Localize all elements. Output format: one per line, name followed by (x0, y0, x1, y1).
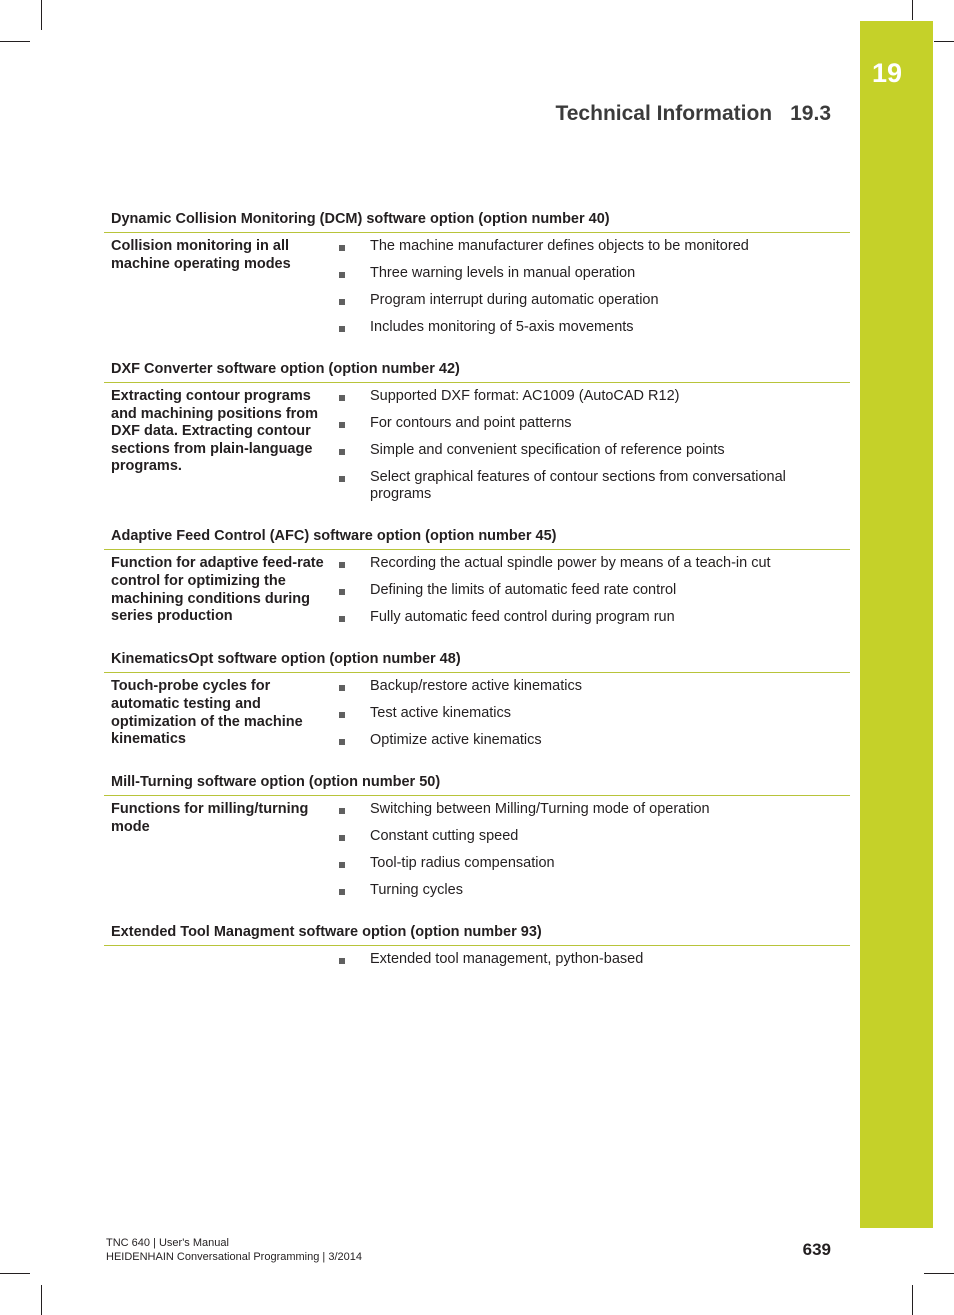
list-item (333, 236, 850, 256)
list-item-text: Recording the actual spindle power by means of a teach-in cut (370, 555, 771, 572)
section-title-name: Mill-Turning software option (111, 774, 305, 791)
list-item-text: Fully automatic feed control during program run (370, 609, 675, 626)
feature-label: Touch-probe cycles for automatic testing and optimization of the machine kinematics (111, 678, 303, 748)
list-item (333, 467, 850, 504)
section-title (104, 522, 850, 550)
square-bullet-icon (339, 476, 345, 482)
square-bullet-icon (339, 712, 345, 718)
square-bullet-icon (339, 862, 345, 868)
list-item (333, 799, 850, 819)
list-item-text: Program interrupt during automatic operation (370, 291, 659, 308)
list-item-text: Includes monitoring of 5-axis movements (370, 318, 634, 335)
feature-list (333, 676, 850, 757)
running-header (555, 102, 831, 126)
section-title-name: DXF Converter software option (111, 360, 325, 377)
list-item-text: Supported DXF format: AC1009 (AutoCAD R12) (370, 387, 680, 404)
chapter-tab (860, 21, 933, 1228)
square-bullet-icon (339, 245, 345, 251)
square-bullet-icon (339, 422, 345, 428)
list-item (333, 730, 850, 750)
list-item (333, 949, 850, 969)
list-item (333, 853, 850, 873)
feature-list (333, 799, 850, 907)
list-item-text: Tool-tip radius compensation (370, 855, 555, 872)
option-section (104, 355, 850, 523)
list-item-text: The machine manufacturer defines objects to be monitored (370, 238, 749, 254)
section-title-name: Extended Tool Managment software option (111, 924, 407, 941)
section-option-number: (option number 93) (410, 924, 542, 941)
list-item-text: For contours and point patterns (370, 414, 572, 431)
section-title (104, 918, 850, 946)
list-item (333, 826, 850, 846)
feature-list (333, 236, 850, 344)
square-bullet-icon (339, 958, 345, 964)
square-bullet-icon (339, 395, 345, 401)
list-item-text: Three warning levels in manual operation (370, 264, 636, 281)
section-row (104, 383, 850, 523)
list-item (333, 676, 850, 696)
list-item (333, 580, 850, 600)
list-item (333, 290, 850, 310)
square-bullet-icon (339, 299, 345, 305)
feature-label: Function for adaptive feed-rate control for optimizing the machining conditions during series production (111, 555, 324, 625)
list-item-text: Select graphical features of contour sections from conversational programs (370, 468, 786, 503)
list-item (333, 553, 850, 573)
crop-mark (0, 41, 30, 42)
section-row (104, 550, 850, 645)
square-bullet-icon (339, 889, 345, 895)
feature-label (104, 949, 333, 976)
list-item-text: Simple and convenient specification of reference points (370, 441, 725, 458)
section-title-name: Adaptive Feed Control (AFC) software option (111, 528, 422, 545)
list-item-text: Switching between Milling/Turning mode of operation (370, 801, 710, 818)
list-item (333, 386, 850, 406)
header-title: Technical Information (555, 102, 773, 125)
section-option-number: (option number 45) (425, 528, 557, 545)
square-bullet-icon (339, 808, 345, 814)
section-row (104, 946, 850, 987)
list-item-text: Defining the limits of automatic feed rate control (370, 582, 677, 599)
crop-mark (41, 1285, 42, 1315)
list-item (333, 263, 850, 283)
list-item (333, 413, 850, 433)
square-bullet-icon (339, 616, 345, 622)
option-section (104, 918, 850, 987)
footer (106, 1236, 362, 1264)
square-bullet-icon (339, 272, 345, 278)
crop-mark (924, 1273, 954, 1274)
section-option-number: (option number 48) (329, 651, 461, 668)
section-option-number: (option number 40) (478, 211, 610, 227)
section-row (104, 233, 850, 355)
section-row (104, 796, 850, 918)
chapter-number: 19 (872, 58, 903, 88)
square-bullet-icon (339, 326, 345, 332)
section-title-name: KinematicsOpt software option (111, 651, 326, 668)
crop-mark (912, 1285, 913, 1315)
feature-label: Extracting contour programs and machining positions from DXF data. Extracting contour sections from plain-language programs. (111, 387, 319, 475)
section-title-name: Dynamic Collision Monitoring (DCM) software option (111, 211, 475, 227)
crop-mark (934, 41, 954, 42)
feature-label: Collision monitoring in all machine operating modes (111, 238, 291, 272)
section-title (104, 768, 850, 796)
list-item (333, 703, 850, 723)
section-option-number: (option number 50) (308, 774, 441, 791)
list-item-text: Optimize active kinematics (370, 732, 542, 749)
header-section-number: 19.3 (790, 102, 831, 125)
crop-mark (41, 0, 42, 30)
list-item (333, 440, 850, 460)
list-item (333, 317, 850, 337)
section-title (104, 645, 850, 673)
square-bullet-icon (339, 835, 345, 841)
feature-list (333, 553, 850, 634)
square-bullet-icon (339, 449, 345, 455)
footer-line-2: HEIDENHAIN Conversational Programming | 3/2014 (106, 1251, 362, 1263)
feature-list (333, 386, 850, 512)
feature-list (333, 949, 850, 976)
section-title (104, 205, 850, 233)
section-option-number: (option number 42) (328, 360, 460, 377)
list-item-text: Test active kinematics (370, 705, 512, 722)
feature-label: Functions for milling/turning mode (111, 801, 309, 835)
section-row (104, 673, 850, 768)
list-item (333, 607, 850, 627)
square-bullet-icon (339, 589, 345, 595)
option-section (104, 645, 850, 768)
section-title (104, 355, 850, 383)
crop-mark (912, 0, 913, 20)
square-bullet-icon (339, 562, 345, 568)
list-item-text: Turning cycles (370, 882, 463, 899)
list-item-text: Constant cutting speed (370, 828, 519, 845)
page-number: 639 (802, 1240, 831, 1259)
square-bullet-icon (339, 739, 345, 745)
option-section (104, 205, 850, 355)
list-item (333, 880, 850, 900)
footer-line-1: TNC 640 | User's Manual (106, 1237, 229, 1249)
crop-mark (0, 1273, 30, 1274)
square-bullet-icon (339, 685, 345, 691)
list-item-text: Backup/restore active kinematics (370, 678, 582, 695)
options-table (104, 205, 850, 987)
option-section (104, 768, 850, 918)
list-item-text: Extended tool management, python-based (370, 951, 644, 968)
option-section (104, 522, 850, 645)
